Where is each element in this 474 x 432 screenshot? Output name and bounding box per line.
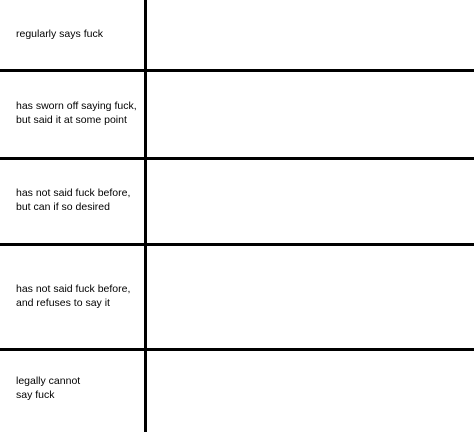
row-cell-regularly-says	[147, 0, 474, 69]
row-label-can-if-desired: has not said fuck before, but can if so desired	[16, 187, 131, 213]
row-cell-legally-cannot	[147, 351, 474, 432]
row-label-refuses: has not said fuck before, and refuses to say it	[16, 283, 131, 309]
row-cell-sworn-off	[147, 72, 474, 157]
row-label-legally-cannot: legally cannot say fuck	[16, 375, 81, 401]
row-cell-refuses	[147, 246, 474, 348]
row-label-sworn-off: has sworn off saying fuck, but said it at some point	[16, 100, 137, 126]
row-cell-can-if-desired	[147, 160, 474, 243]
row-label-regularly-says: regularly says fuck	[16, 28, 103, 40]
